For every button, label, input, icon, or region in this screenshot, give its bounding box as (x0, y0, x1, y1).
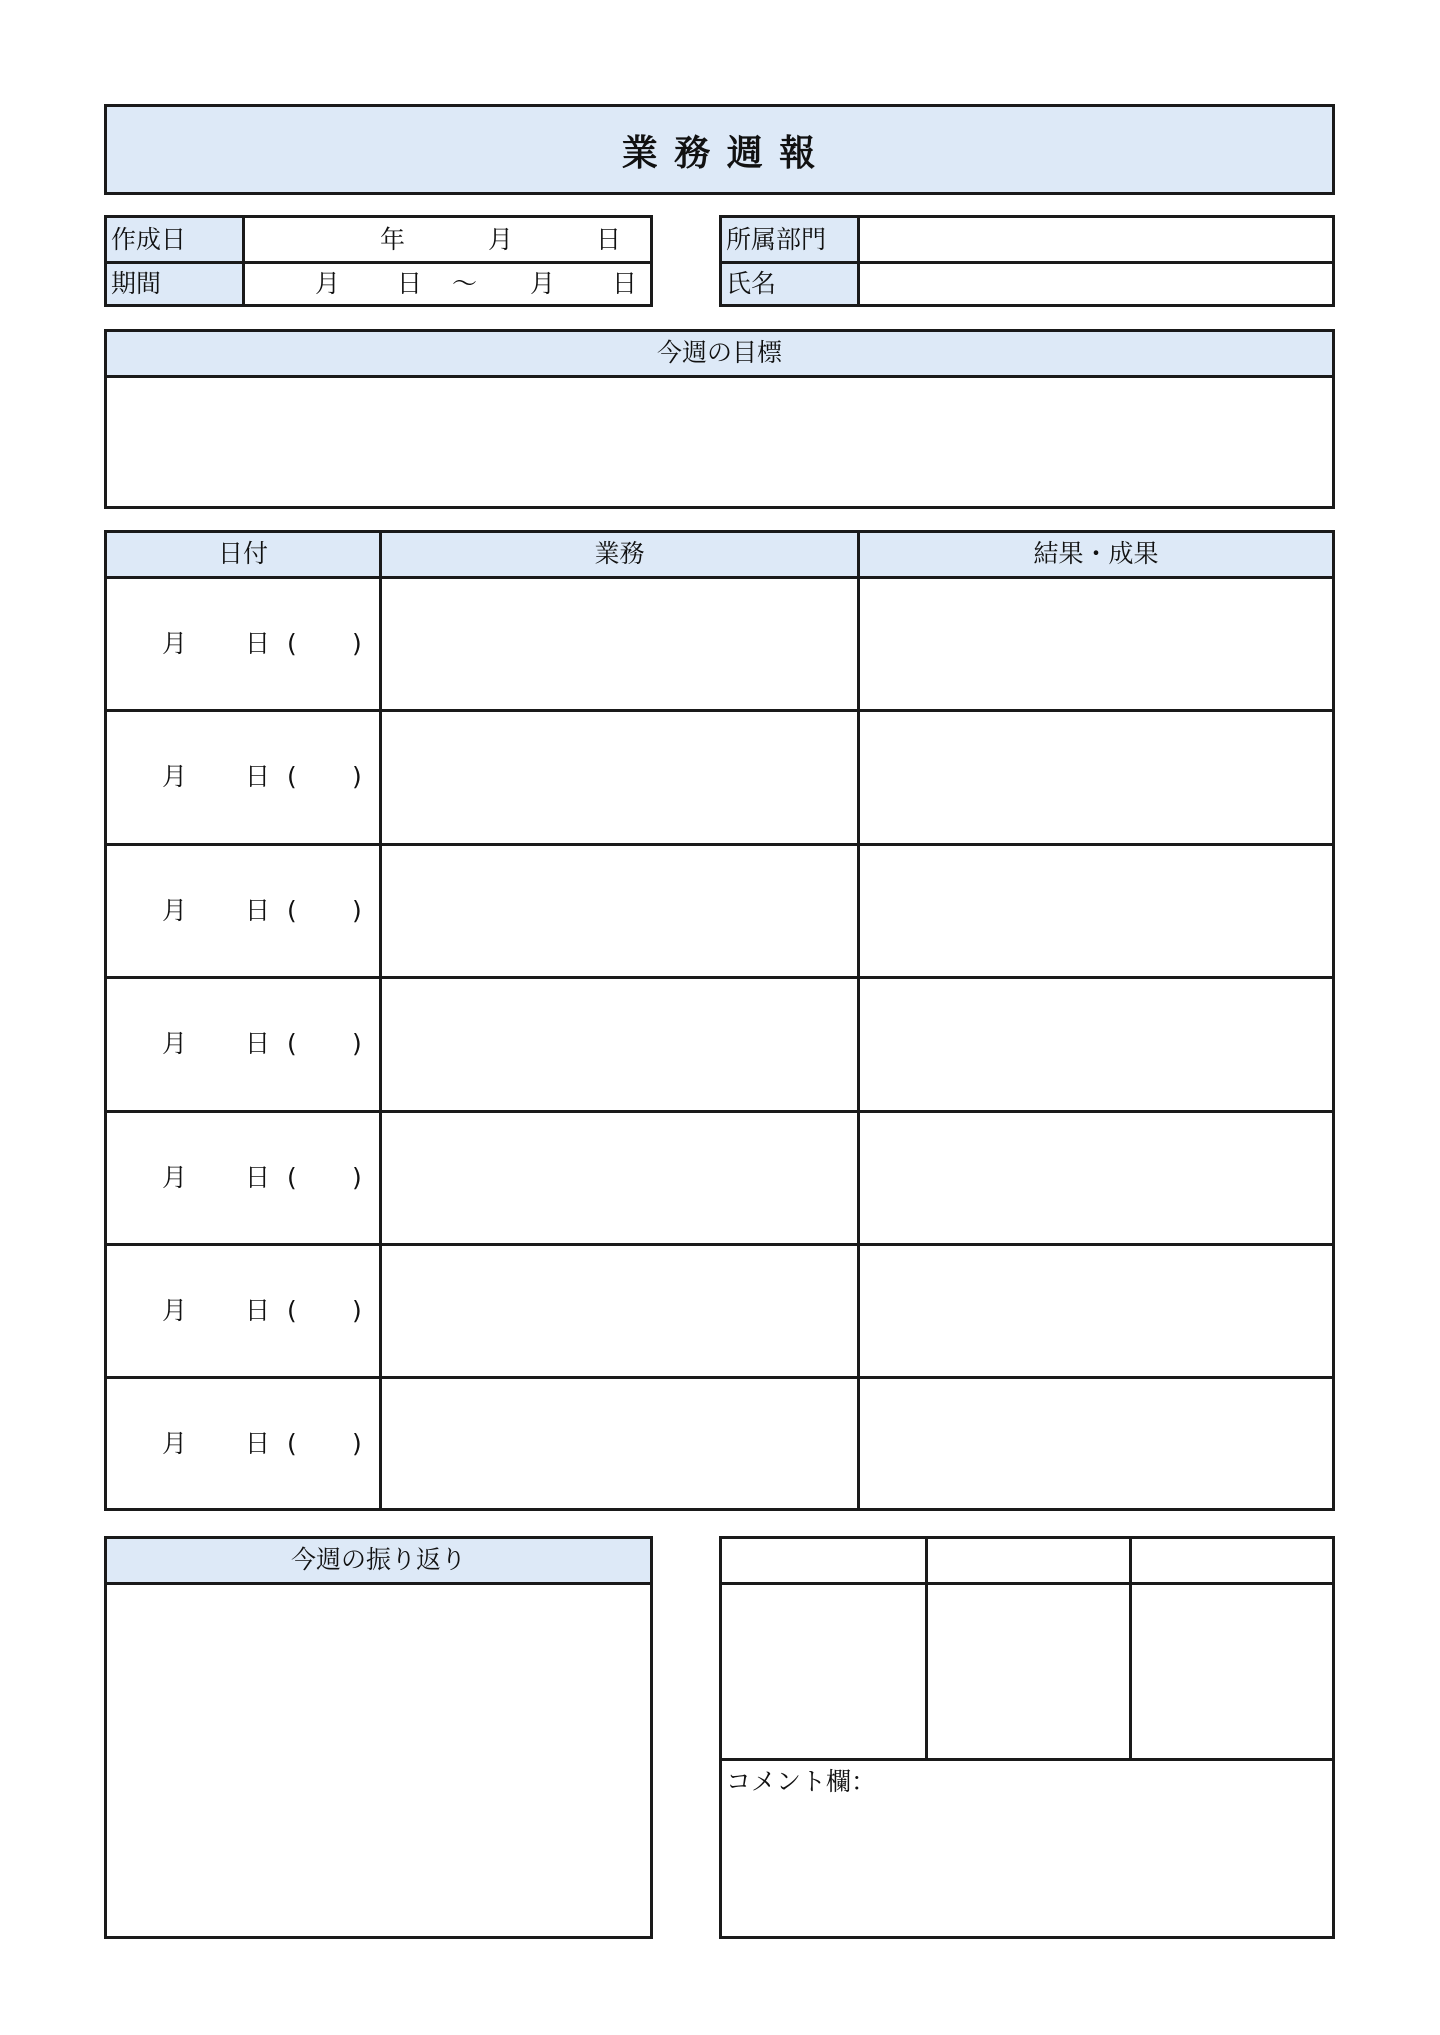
row-month-unit: 月 (162, 895, 188, 925)
reflection-header-label: 今週の振り返り (290, 1545, 466, 1574)
row-day-unit: 日 (245, 895, 271, 925)
row-weekday-open-paren: ( (287, 895, 297, 925)
period-from-month: 月 (315, 269, 341, 298)
row-weekday-close-paren: ) (352, 762, 362, 792)
row-day-unit: 日 (245, 1029, 271, 1059)
row-weekday-open-paren: ( (287, 762, 297, 792)
title-bar (104, 104, 1335, 195)
table-row (107, 579, 1332, 709)
row-weekday-close-paren: ) (352, 1429, 362, 1459)
period-tilde: ～ (452, 269, 478, 298)
comment-label: コメント欄： (726, 1767, 877, 1796)
table-row (107, 1379, 1332, 1509)
column-header-task: 業務 (594, 539, 645, 568)
row-day-unit: 日 (245, 1162, 271, 1192)
row-task-field[interactable] (382, 712, 857, 842)
row-weekday-open-paren: ( (287, 629, 297, 658)
created-month-unit: 月 (488, 225, 514, 254)
info-right-table (719, 215, 1335, 307)
row-task-field[interactable] (382, 579, 857, 709)
row-month-unit: 月 (162, 1029, 188, 1059)
table-row (107, 1246, 1332, 1376)
table-row (107, 846, 1332, 976)
row-task-field[interactable] (382, 979, 857, 1109)
row-weekday-close-paren: ) (352, 629, 362, 658)
goal-section (104, 329, 1335, 509)
row-task-field[interactable] (382, 1113, 857, 1243)
table-row (107, 979, 1332, 1109)
department-field[interactable] (860, 218, 1332, 261)
row-month-unit: 月 (162, 1162, 188, 1192)
document-title: 業 務 週 報 (621, 133, 818, 174)
row-weekday-close-paren: ) (352, 1296, 362, 1325)
row-day-unit: 日 (245, 1429, 271, 1459)
goal-header (107, 332, 1332, 375)
daily-table (104, 530, 1335, 1511)
row-result-field[interactable] (860, 1379, 1332, 1509)
row-weekday-close-paren: ) (352, 1162, 362, 1192)
approval-section (719, 1536, 1335, 1939)
row-weekday-open-paren: ( (287, 1029, 297, 1059)
row-task-field[interactable] (382, 1246, 857, 1376)
created-label: 作成日 (111, 225, 187, 254)
row-day-unit: 日 (245, 1296, 271, 1325)
column-header-date: 日付 (217, 539, 268, 568)
row-day-unit: 日 (245, 762, 271, 792)
row-task-field[interactable] (382, 1379, 857, 1509)
row-day-unit: 日 (245, 629, 271, 658)
stamp-box-3[interactable] (1132, 1585, 1332, 1758)
row-result-field[interactable] (860, 1113, 1332, 1243)
row-month-unit: 月 (162, 1429, 188, 1459)
period-to-day: 日 (612, 269, 638, 298)
row-weekday-open-paren: ( (287, 1429, 297, 1459)
row-month-unit: 月 (162, 762, 188, 792)
table-row (107, 712, 1332, 842)
reflection-field[interactable] (107, 1585, 650, 1936)
created-day-unit: 日 (596, 225, 622, 254)
table-row (107, 1113, 1332, 1243)
row-weekday-open-paren: ( (287, 1162, 297, 1192)
row-month-unit: 月 (162, 1296, 188, 1325)
comment-field[interactable] (722, 1804, 1332, 1936)
created-year-unit: 年 (380, 225, 406, 254)
goal-field[interactable] (107, 378, 1332, 506)
row-weekday-open-paren: ( (287, 1296, 297, 1325)
reflection-section (104, 1536, 653, 1939)
row-weekday-close-paren: ) (352, 1029, 362, 1059)
stamp-box-1[interactable] (722, 1585, 925, 1758)
reflection-header (107, 1539, 650, 1582)
info-left-table (104, 215, 653, 307)
row-task-field[interactable] (382, 846, 857, 976)
row-month-unit: 月 (162, 629, 188, 658)
stamp-box-2[interactable] (928, 1585, 1129, 1758)
goal-header-label: 今週の目標 (656, 338, 782, 367)
department-label: 所属部門 (726, 225, 827, 254)
row-result-field[interactable] (860, 579, 1332, 709)
period-label: 期間 (111, 269, 162, 298)
column-header-result: 結果・成果 (1033, 539, 1159, 568)
row-result-field[interactable] (860, 1246, 1332, 1376)
row-result-field[interactable] (860, 979, 1332, 1109)
row-result-field[interactable] (860, 712, 1332, 842)
row-result-field[interactable] (860, 846, 1332, 976)
row-weekday-close-paren: ) (352, 895, 362, 925)
period-to-month: 月 (530, 269, 556, 298)
name-field[interactable] (860, 264, 1332, 304)
name-label: 氏名 (726, 269, 777, 298)
period-from-day: 日 (397, 269, 423, 298)
